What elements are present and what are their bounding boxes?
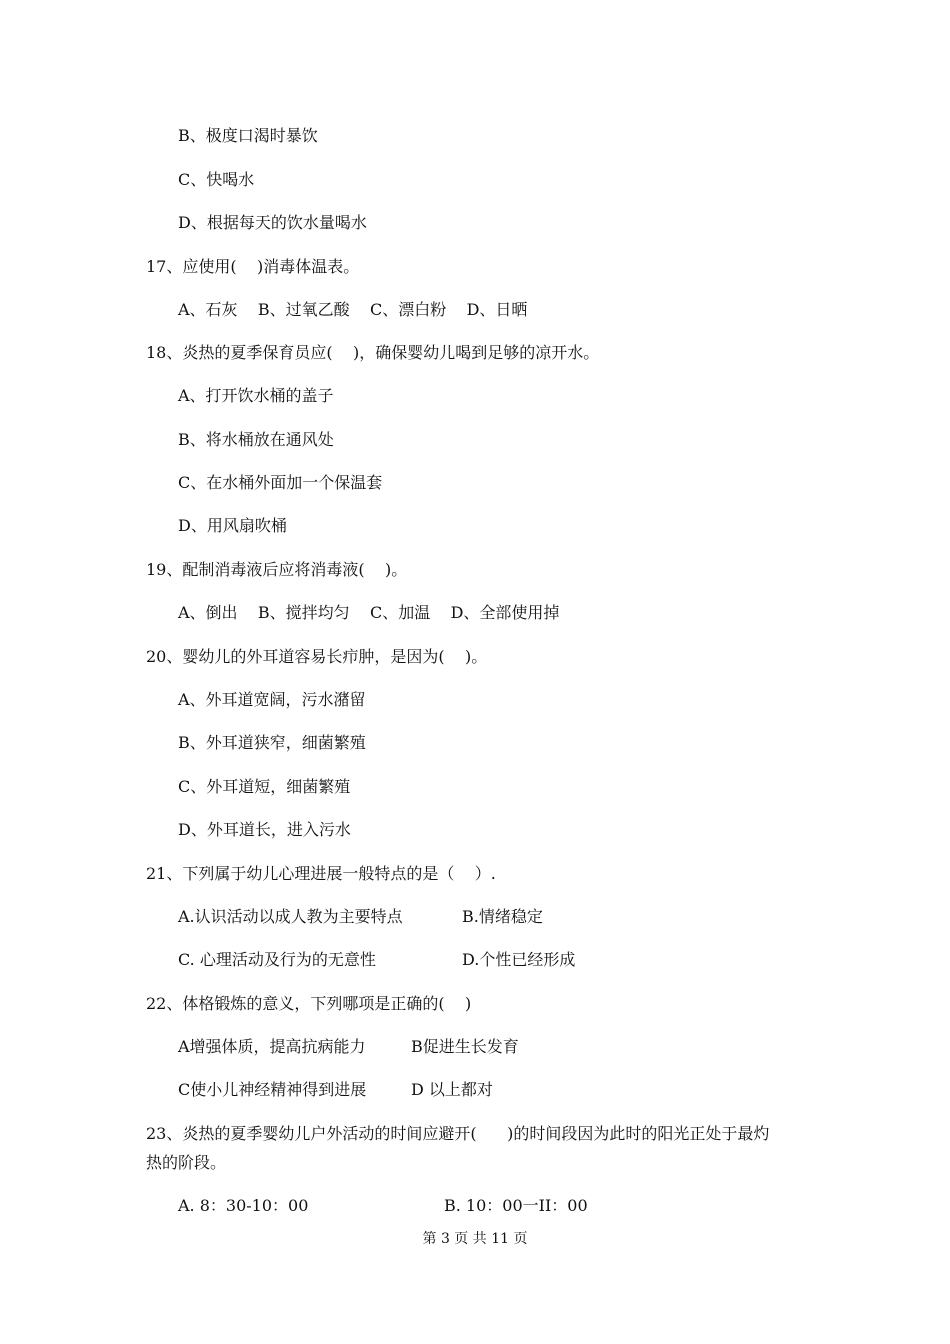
option-c-q16: C、快喝水: [178, 170, 255, 189]
option-a-q20: A、外耳道宽阔，污水潴留: [178, 690, 366, 709]
option-a-q21: A.认识活动以成人教为主要特点: [178, 907, 403, 926]
option-b-q18: B、将水桶放在通风处: [178, 430, 334, 449]
option-c-q18: C、在水桶外面加一个保温套: [178, 473, 383, 492]
question-23: 23、炎热的夏季婴幼儿户外活动的时间应避开( )的时间段因为此时的阳光正处于最灼: [146, 1124, 770, 1143]
option-a-q18: A、打开饮水桶的盖子: [178, 386, 334, 405]
question-19: 19、配制消毒液后应将消毒液( )。: [146, 560, 408, 579]
option-d-q20: D、外耳道长，进入污水: [178, 820, 351, 839]
option-c-q20: C、外耳道短，细菌繁殖: [178, 777, 351, 796]
question-17: 17、应使用( )消毒体温表。: [146, 257, 360, 276]
question-18: 18、炎热的夏季保育员应( )，确保婴幼儿喝到足够的凉开水。: [146, 343, 600, 362]
option-a-q23: A. 8：30-10：00: [178, 1196, 309, 1215]
option-b-q22: B促进生长发育: [411, 1037, 519, 1056]
option-b-q23: B. 10：00一II：00: [444, 1196, 588, 1215]
options-q19: A、倒出 B、搅拌均匀 C、加温 D、全部使用掉: [178, 603, 560, 622]
page-footer: 第 3 页 共 11 页: [422, 1231, 528, 1247]
question-23-continued: 热的阶段。: [146, 1153, 227, 1172]
option-d-q18: D、用风扇吹桶: [178, 516, 287, 535]
question-20: 20、婴幼儿的外耳道容易长疖肿，是因为( )。: [146, 647, 488, 666]
option-c-q21: C. 心理活动及行为的无意性: [178, 950, 376, 969]
option-c-q22: C使小儿神经精神得到进展: [178, 1080, 367, 1099]
option-b-q16: B、极度口渴时暴饮: [178, 126, 318, 145]
question-21: 21、下列属于幼儿心理进展一般特点的是（ ）.: [146, 864, 496, 883]
option-b-q20: B、外耳道狭窄，细菌繁殖: [178, 733, 366, 752]
option-d-q21: D.个性已经形成: [462, 950, 576, 969]
options-q17: A、石灰 B、过氧乙酸 C、漂白粉 D、日晒: [178, 300, 528, 319]
question-22: 22、体格锻炼的意义，下列哪项是正确的( ): [146, 994, 472, 1013]
option-d-q16: D、根据每天的饮水量喝水: [178, 213, 367, 232]
option-a-q22: A增强体质，提高抗病能力: [178, 1037, 366, 1056]
option-d-q22: D 以上都对: [411, 1080, 493, 1099]
option-b-q21: B.情绪稳定: [462, 907, 543, 926]
